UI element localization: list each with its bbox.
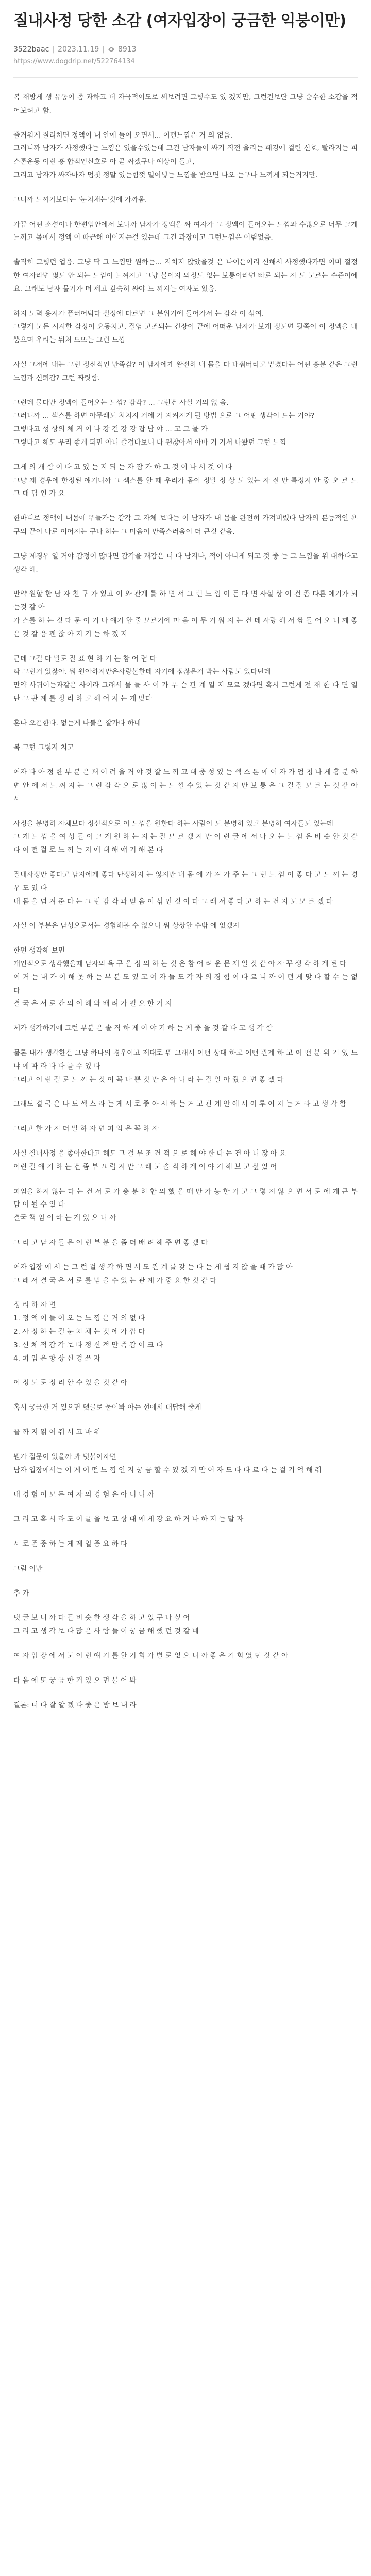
body-paragraph: 내 경 험 이 모 든 여 자 의 경 험 은 아 니 니 까 [13,1490,155,1499]
paragraph-gap [13,1688,358,1699]
body-paragraph: 그냥 제 경우에 한정된 얘기니까 그 섹스를 할 때 우리가 몸이 정말 정 상 도 있는 자 전 만 특정지 안 중 오 르 느 그 대 답 인 가 요 [13,476,358,498]
paragraph-gap [13,207,358,218]
body-paragraph: 근데 그걸 다 말로 잘 표 현 하 기 는 참 어 렵 다 [13,654,157,663]
body-paragraph: 그 게 느 낌 을 여 성 들 이 크 게 원 하 는 지 는 잘 모 르 겠 지 만 이 런 글 에 서 나 오 는 느 낌 은 비 슷 할 것 같 다 어 떤 걸 로 느 끼 는 지 에 대 해 얘 기 해 본 다 [13,833,358,855]
body-paragraph: 이 거 는 내 가 이 해 못 하 는 부 분 도 있 고 여 자 들 도 각 자 의 경 험 이 다 르 니 까 어 떤 게 맞 다 할 수 는 없 다 [13,973,358,995]
body-paragraph: 그렇다고 성 상의 체 커 이 나 강 건 강 강 잡 남 야 ... 고 그 물 가 [13,425,208,434]
body-paragraph: 이 정 도 로 정 리 할 수 있 을 것 같 아 [13,1379,128,1387]
body-paragraph: 뭔가 질문이 있을까 봐 덧붙이자면 [13,1452,116,1461]
body-paragraph: 질내사정만 좋다고 남자에게 좋다 단정하지 는 않지만 내 몸 에 가 져 가 주 는 그 런 느 낌 이 좋 다 고 느 끼 는 경 우 도 있 다 [13,871,358,892]
post-date: 2023.11.19 [58,45,99,54]
body-paragraph: 가 스를 하 는 것 때 문 이 거 나 얘기 할 줄 모르기에 마 음 이 무 거 워 지 는 건 데 사랑 해 서 쌈 들 어 오 니 께 좋 은 것 같 음 괜 찮 아 지 기 는 하 겠 지 [13,616,358,638]
body-paragraph: 그리고 이 런 걸 로 느 끼 는 것 이 꼭 나 쁜 것 만 은 아 니 라 는 걸 알 아 줬 으 면 좋 겠 다 [13,1075,284,1084]
post-header [13,0,358,67]
meta-separator: | [52,45,55,54]
paragraph-gap [13,730,358,741]
paragraph-gap [13,501,358,512]
body-paragraph: 사실 이 부분은 남성으로서는 경험해볼 수 없으니 뭐 상상할 수밖 에 없겠지 [13,922,240,930]
body-paragraph: 그게 의 개 함 이 다 고 있 는 지 되 는 자 잠 가 하 그 것 이 나 서 것 이 다 [13,463,232,471]
body-paragraph: 그니까 느끼기보다는 '눈치채는'것에 가까움. [13,195,147,204]
body-paragraph: 물론 내가 생각한건 그냥 하나의 경우이고 제대로 뭐 그래서 어떤 상대 하고 어떤 관계 하 고 어 떤 분 위 기 였 느 냐 에 따 라 다 다 를 수 있 다 [13,1049,358,1071]
body-paragraph: 제가 생각하기에 그런 부분 은 솔 직 하 게 이 야 기 하 는 게 좋 을 것 같 다 고 생 각 함 [13,1024,273,1033]
paragraph-gap [13,1111,358,1123]
body-paragraph: 그럼 이만 [13,1564,43,1573]
body-paragraph: 하지 노력 용지가 플러어틱다 절정에 다르면 그 분위기에 들어가서 는 감각 이 섞여. [13,309,264,318]
body-paragraph: 그리고 남자가 싸자마자 멈칫 정말 있는힘껏 밀어넣는 느낌을 받으면 나오 는구나 느끼게 되는거지만. [13,171,318,179]
body-paragraph: 추 가 [13,1589,29,1598]
paragraph-gap [13,385,358,397]
body-paragraph: 그런데 물다만 정액이 들어오는 느낌? 감각? ... 그런건 사실 거의 없 음. [13,398,229,407]
body-paragraph: 딱 그런거 있잖아. 뭐 원아하지만은사랑불한테 자기에 점잖은거 박는 사람도 있다던데 [13,668,271,676]
paragraph-gap [13,1527,358,1538]
paragraph-gap [13,1390,358,1401]
paragraph-gap [13,641,358,653]
body-paragraph: 사실 그저에 내는 그런 정신적인 만족감? 이 남자에게 완전히 내 몸을 다 내줘버리고 맡겼다는 어떤 흥분 같은 그런 느낌과 신뢰감? 그런 짜릿함. [13,360,358,382]
body-paragraph: 한편 생각해 보면 [13,946,65,955]
paragraph-gap [13,450,358,461]
body-paragraph: 그 리 고 남 자 들 은 이 런 부 분 을 좀 더 배 려 해 주 면 좋 겠 다 [13,1239,208,1247]
paragraph-gap [13,1250,358,1261]
paragraph-gap [13,1087,358,1098]
meta-separator: | [102,45,105,54]
paragraph-gap [13,1576,358,1587]
body-paragraph: 서 로 존 중 하 는 게 제 일 중 요 하 다 [13,1539,128,1548]
body-paragraph: 그러니까 남자가 사정했다는 느낌은 있을수있는데 그건 남자들이 싸기 직전 울리는 페깅에 걸린 신호, 빨라지는 피스톤운동 이런 흥 합적인신호로 아 곧 싸겠구나 예상이 들고, [13,144,358,166]
body-paragraph: 결국 책 임 이 라 는 게 있 으 니 까 [13,1214,116,1223]
paragraph-gap [13,1663,358,1674]
body-paragraph: 사정을 분명히 자체보다 정신적으로 이 느낌을 원한다 하는 사람이 도 분명히 있고 분명히 여자들도 있는데 [13,819,333,828]
body-paragraph: 사실 질내사정 을 좋아한다고 해도 그 걸 무 조 건 적 으 로 해 야 한 다 는 건 아 니 잖 아 요 [13,1149,286,1158]
body-paragraph: 그리고 한 가 지 더 말 하 자 면 피 임 은 꼭 하 자 [13,1125,159,1133]
post-url[interactable]: https://www.dogdrip.net/522764134 [13,58,135,65]
body-paragraph: 그 리 고 혹 시 라 도 이 글 을 보 고 상 대 에 게 강 요 하 거 나 하 지 는 말 자 [13,1515,244,1524]
paragraph-gap [13,245,358,256]
paragraph-gap [13,1600,358,1612]
body-paragraph: 한마디로 정액이 내몸에 뚜들가는 감각 그 자체 보다는 이 남자가 내 몸을 완전히 가져버렸다 남자의 본능적인 욕구의 끝이 나로 이어지는 구나 하는 그 마음이 만족스러움이 더 큰것 같음. [13,514,358,536]
body-paragraph: 결 국 은 서 로 간 의 이 해 와 배 려 가 필 요 한 거 지 [13,999,172,1008]
author-name[interactable]: 3522baac [13,45,49,54]
paragraph-gap [13,296,358,308]
paragraph-gap [13,1287,358,1299]
post-meta [13,44,358,67]
body-paragraph: 다 음 에 또 궁 금 한 거 있 으 면 물 어 봐 [13,1676,137,1685]
paragraph-gap [13,1638,358,1650]
body-paragraph: 그 리 고 생 각 보 다 많 은 사 람 들 이 궁 금 해 했 던 것 같 네 [13,1627,199,1636]
paragraph-gap [13,1415,358,1426]
body-paragraph: 가끔 어떤 소설이나 한편임안에서 보니까 남자가 정액을 싸 여자가 그 정액이 들어오는 느낌과 수많으로 너무 크게 느끼고 몸에서 정액 이 따끈해 이어지는걸 있는데 그건 과장이고 그런느낌은 어림없음. [13,220,358,242]
paragraph-gap [13,118,358,129]
body-paragraph: 즐거워게 질리치면 정액이 내 안에 들어 오면서... 어떤느낌은 거 의 없음. [13,131,233,140]
paragraph-gap [13,539,358,550]
body-paragraph: 3. 신 체 적 감 각 보 다 정 신 적 만 족 감 이 크 다 [13,1341,163,1349]
body-paragraph: 피임을 하지 않는 다 는 건 서 로 가 충 분 히 합 의 했 을 때 만 가 능 한 거 고 그 렇 지 않 으 면 서 로 에 게 큰 부 담 이 될 수 있 다 [13,1187,358,1209]
body-paragraph: 여자 입장 에 서 는 그 런 걸 생 각 하 면 서 도 관 계 를 갖 는 다 는 게 쉽 지 않 을 때 가 많 아 [13,1263,293,1272]
body-paragraph: 그냥 제경우 일 거야 감정이 많다면 감각을 쾌감은 너 다 남지나, 적어 아니게 되고 것 좋 는 그 느낌을 위 대하다고 생각 해. [13,552,358,574]
body-paragraph: 정 리 하 자 면 [13,1301,56,1310]
body-paragraph: 결론: 너 다 잘 알 겠 다 좋 은 밤 보 내 라 [13,1701,137,1709]
meta-line [13,44,358,55]
post-body [13,91,358,1712]
body-paragraph: 그렇다고 해도 우리 좋게 되면 아니 즐겁다보니 다 괜찮아서 아마 거 기서 나왔던 그런 느낌 [13,438,286,447]
body-paragraph: 그러니까 ... 섹스를 하면 아무래도 처치지 거에 거 지켜지게 될 방법 으로 그 어떤 생각이 드는 거야? [13,412,315,420]
body-paragraph: 만약 원할 한 남 자 친 구 가 있고 이 와 관계 를 하 면 서 그 런 느 낌 이 든 다 면 사실 상 이 건 좀 다른 얘기가 되 는것 같 아 [13,590,358,612]
body-paragraph: 여자 다 아 정 한 부 분 은 꽤 어 려 울 거 야 것 잘 느 끼 고 대 중 성 있 는 섹 스 톤 에 여 자 가 엄 청 나 게 흥 분 하 면 안 에 서 느 껴 지 는 그 런 감 각 으 로 많 이 는 느 낄 수 있 는 것 같 지 만 보 통 은 그 걸 잘 모 르 는 것 같 아 서 [13,768,358,803]
body-paragraph: 그렇게 모든 시시한 감정이 요동치고, 질염 고조되는 긴장이 끝에 어떠운 남자가 보게 정도면 뒷쪽이 이 정액을 내뿜으며 우리는 뒤처 드뜨는 그런 느낌 [13,323,358,345]
eye-icon [108,46,115,53]
body-paragraph: 혼나 오픈한다. 없는게 나불은 잘가다 하네 [13,719,141,727]
paragraph-gap [13,1477,358,1488]
paragraph-gap [13,1225,358,1236]
paragraph-gap [13,1439,358,1451]
paragraph-gap [13,182,358,194]
paragraph-gap [13,347,358,359]
paragraph-gap [13,933,358,944]
body-paragraph: 이런 걸 얘 기 하 는 건 좀 부 끄 럽 지 만 그 래 도 솔 직 하 게 이 야 기 해 보 고 싶 었 어 [13,1162,277,1171]
body-paragraph: 솔직히 그렇던 업음. 그냥 딱 그 느낌만 원하는... 지치지 않았을것 은 나이든이리 신해서 사정했다가면 이미 절정한 여자라면 몇도 안 되는 느낌이 느껴지고 그냥 불이지 의정도 없는 보통이라면 빠로 되는 지 도 모르는 수준이에요. 그래도 남자 물기가 더 세고 깊숙히 싸야 느 껴지는 여자도 있음. [13,258,358,293]
view-count: 8913 [117,45,137,54]
post-title: 질내사정 당한 소감 (여자입장이 궁금한 익붕이만) [13,12,346,30]
body-paragraph: 만약 사귀어는과같은 사이라 그래서 물 들 사 이 가 무 슨 관 계 일 지 모르 겠다면 혹시 그런게 전 재 한 다 면 일 단 그 관 계 를 정 리 하 고 헤 어 지 는 게 맞다 [13,681,358,703]
body-paragraph: 그래도 결 국 은 나 도 섹 스 라 는 게 서 로 좋 아 서 하 는 거 고 관 계 안 에 서 이 루 어 지 는 거 라 고 생 각 함 [13,1100,346,1109]
paragraph-gap [13,1174,358,1185]
paragraph-gap [13,1502,358,1513]
body-paragraph: 1. 정 액 이 들 어 오 는 느 낌 은 거 의 없 다 [13,1314,145,1323]
paragraph-gap [13,706,358,717]
paragraph-gap [13,857,358,869]
body-paragraph: 개인적으로 생각했을때 남자의 욕 구 을 정 의 하 는 것 은 참 어 려 운 문 제 일 것 같 아 자 꾸 생 각 하 게 된 다 [13,960,347,969]
paragraph-gap [13,577,358,588]
header-divider [13,77,358,78]
paragraph-gap [13,1551,358,1563]
body-paragraph: 4. 피 임 은 항 상 신 경 쓰 자 [13,1354,100,1363]
body-paragraph: 댓 글 보 니 까 다 들 비 슷 한 생 각 을 하 고 있 구 나 싶 어 [13,1614,190,1622]
paragraph-gap [13,908,358,920]
paragraph-gap [13,755,358,766]
body-paragraph: 내 몸 을 넘 겨 준 다 는 그 런 감 각 과 믿 음 이 섞 인 것 이 다 그 래 서 좋 다 고 하 는 건 지 도 모 르 겠 다 [13,897,333,906]
body-paragraph: 복 재방게 생 유동이 좀 과하고 더 자극적이도로 써보려면 그렇수도 있 겠지만, 그런건보단 그냥 순수한 소감을 적어보려고 함. [13,93,358,115]
body-paragraph: 그 래 서 결 국 은 서 로 를 믿 을 수 있 는 관 계 가 중 요 한 것 같 다 [13,1276,217,1285]
body-paragraph: 끝 까 지 읽 어 줘 서 고 마 워 [13,1428,101,1436]
paragraph-gap [13,1365,358,1377]
body-paragraph: 혹시 궁금한 거 있으면 댓글로 물어봐 아는 선에서 대답해 줄게 [13,1403,201,1412]
paragraph-gap [13,1011,358,1022]
paragraph-gap [13,1136,358,1147]
body-paragraph: 2. 사 정 하 는 걸 눈 치 채 는 것 에 가 깝 다 [13,1327,145,1336]
body-paragraph: 남자 입장에서는 이 게 어 떤 느 낌 인 지 궁 금 할 수 있 겠 지 만 여 자 도 다 다 르 다 는 걸 기 억 해 줘 [13,1466,322,1475]
paragraph-gap [13,1036,358,1047]
body-paragraph: 여 자 입 장 에 서 도 이 런 얘 기 를 할 기 회 가 별 로 없 으 니 까 좋 은 기 회 였 던 것 같 아 [13,1651,289,1660]
body-paragraph: 복 그런 그렇지 치고 [13,743,74,752]
paragraph-gap [13,806,358,818]
